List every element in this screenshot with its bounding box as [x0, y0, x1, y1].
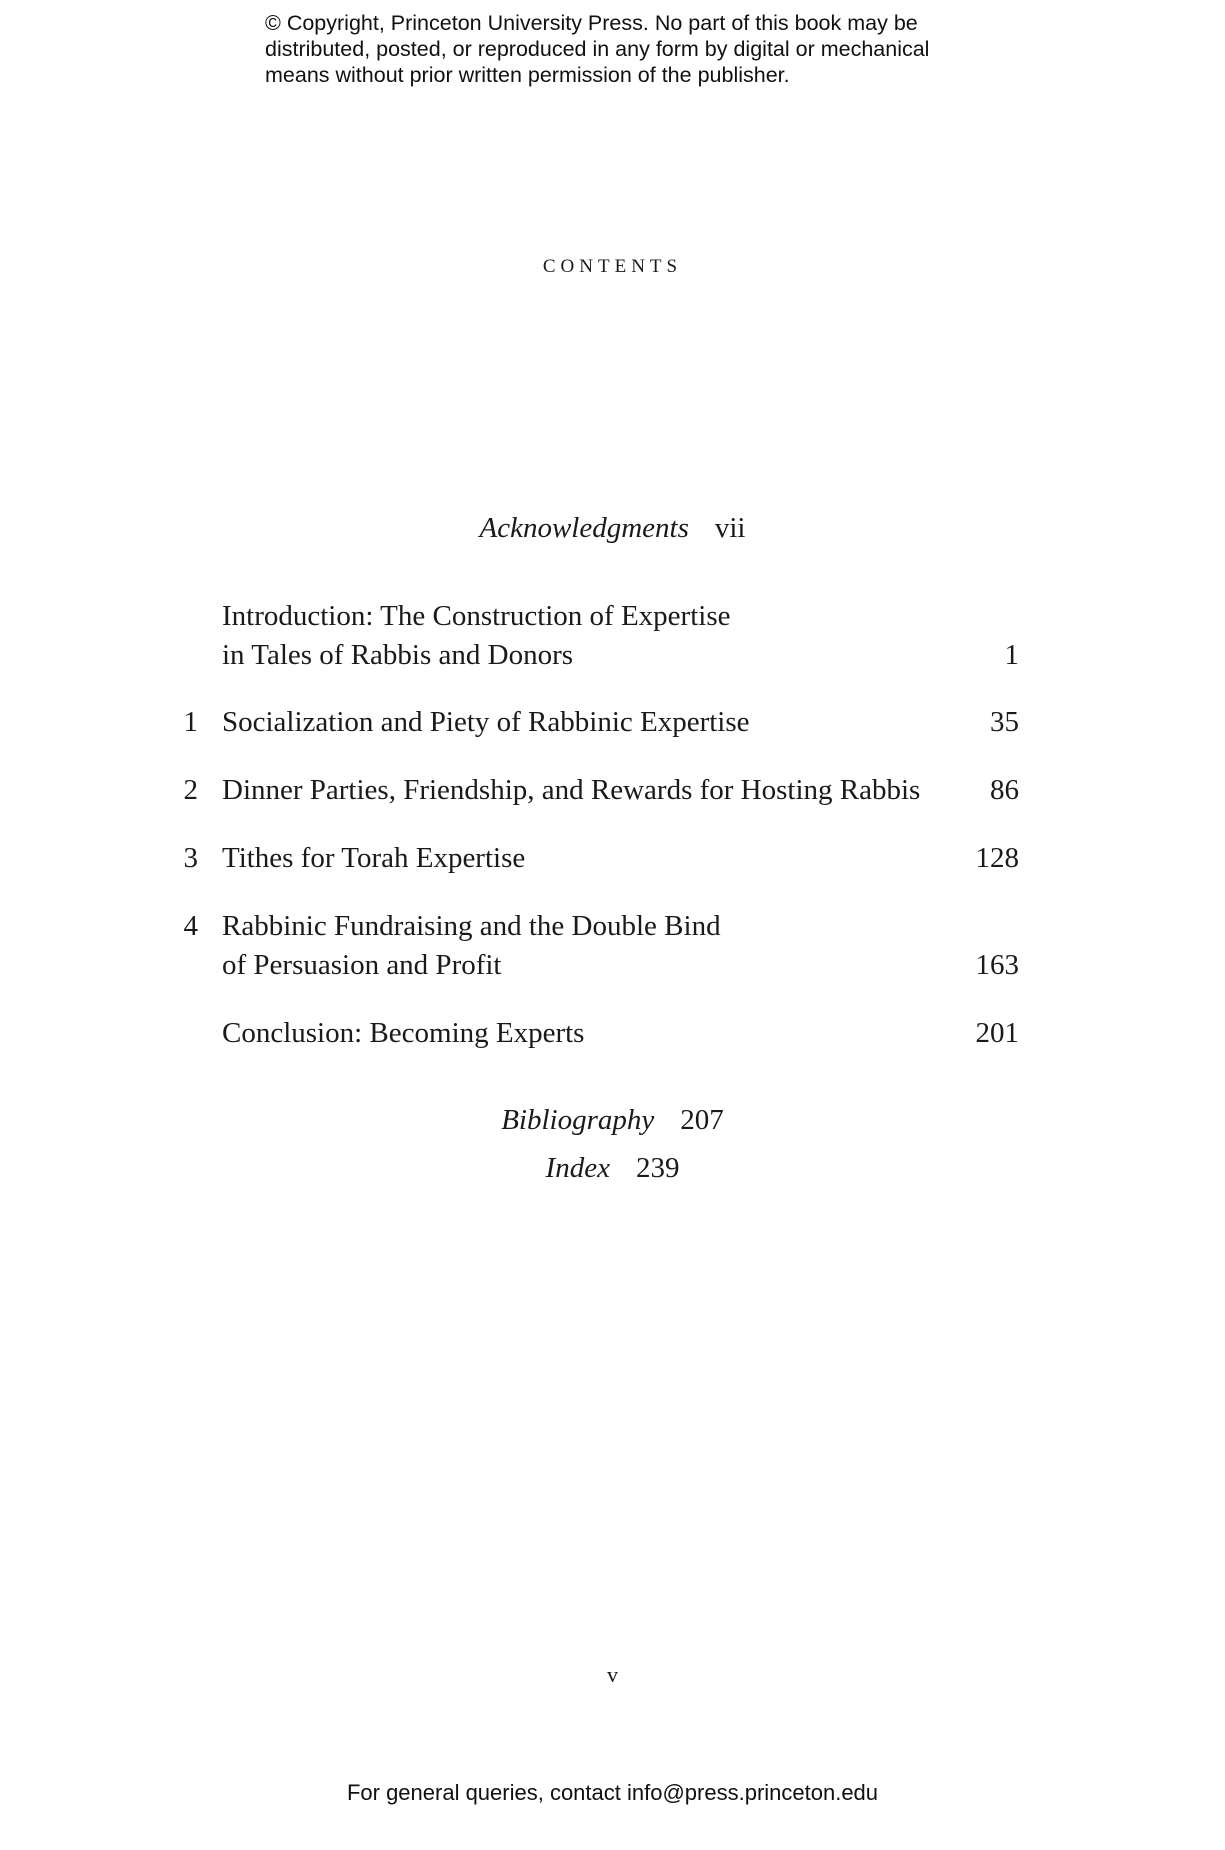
toc-page-number: 35 [990, 706, 1019, 738]
toc-title-line: Socialization and Piety of Rabbinic Expertise [222, 706, 750, 738]
toc-chapter-title [222, 839, 982, 878]
copyright-line: distributed, posted, or reproduced in any form by digital or mechanical [265, 37, 930, 61]
toc-chapter-number: 4 [183, 910, 198, 942]
toc-chapter-title [222, 597, 982, 675]
page-title: contents [542, 248, 683, 278]
copyright-notice [265, 10, 1025, 88]
toc-page-number: 201 [975, 1017, 1019, 1049]
toc-page-number: 86 [990, 774, 1019, 806]
toc-title-line: Rabbinic Fundraising and the Double Bind [222, 910, 721, 942]
page-number: v [607, 1662, 618, 1687]
toc-entry-bibliography [0, 1104, 1225, 1137]
copyright-line: © Copyright, Princeton University Press. No part of this book may be [265, 11, 918, 35]
toc-entry-label: Bibliography [501, 1104, 655, 1136]
toc-page-number: 163 [975, 949, 1019, 981]
toc-chapter-title [222, 703, 982, 742]
copyright-line: means without prior written permission of the publisher. [265, 63, 790, 87]
toc-title-line: Introduction: The Construction of Expertise [222, 600, 731, 632]
toc-entry-page: 207 [680, 1104, 724, 1136]
toc-chapter-title [222, 771, 982, 810]
toc-chapter-number: 1 [183, 706, 198, 738]
toc-page-number: 128 [975, 842, 1019, 874]
toc-title-line: in Tales of Rabbis and Donors [222, 639, 574, 671]
toc-chapter-number: 3 [183, 842, 198, 874]
toc-chapter-title [222, 1014, 982, 1053]
toc-title-line: Conclusion: Becoming Experts [222, 1017, 585, 1049]
toc-entry-page: vii [714, 512, 746, 544]
toc-entry-acknowledgments [0, 512, 1225, 545]
toc-entry-label: Index [545, 1152, 610, 1184]
toc-chapter-title [222, 907, 982, 985]
toc-page-number: 1 [1004, 639, 1019, 671]
toc-entry-label: Acknowledgments [479, 512, 689, 544]
toc-title-line: of Persuasion and Profit [222, 949, 502, 981]
toc-chapter-number: 2 [183, 774, 198, 806]
toc-title-line: Tithes for Torah Expertise [222, 842, 526, 874]
toc-title-line: Dinner Parties, Friendship, and Rewards for Hosting Rabbis [222, 774, 921, 806]
toc-entry-page: 239 [635, 1152, 680, 1184]
footer-contact: For general queries, contact info@press.princeton.edu [346, 1780, 879, 1805]
toc-entry-index [0, 1152, 1225, 1185]
